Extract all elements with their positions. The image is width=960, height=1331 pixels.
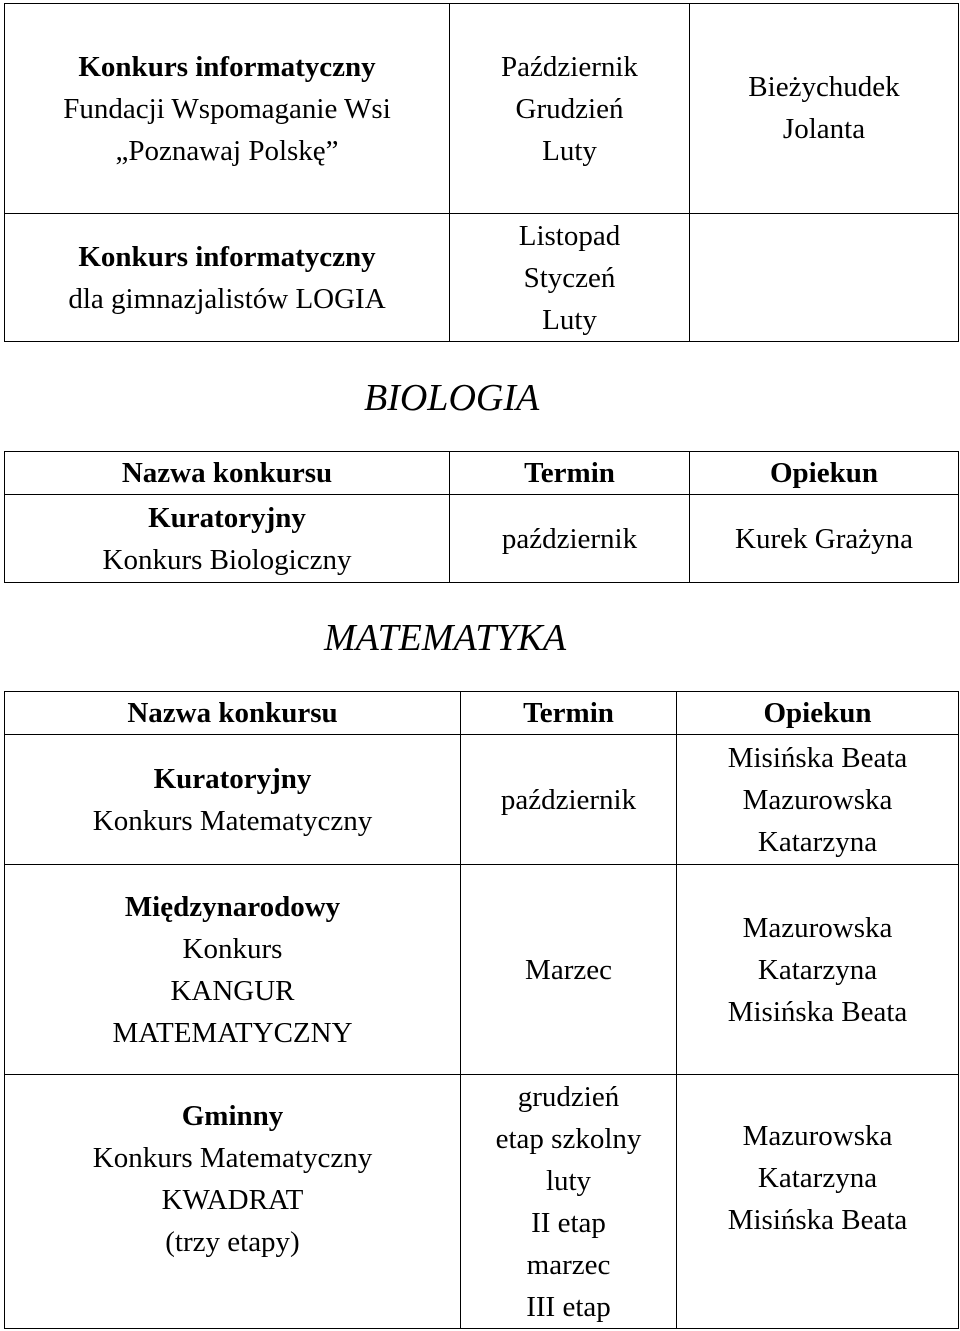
- supervisor-line: Katarzyna: [757, 953, 878, 986]
- term-cell: [450, 214, 690, 342]
- table-row: [5, 865, 959, 1075]
- informatics-table: [4, 3, 959, 342]
- contest-name-cell: [5, 214, 450, 342]
- supervisor-line: Bieżychudek: [748, 71, 900, 103]
- column-header-term: Termin: [450, 452, 690, 495]
- contest-name-cell: [5, 865, 461, 1075]
- contest-name-cell: [5, 735, 461, 865]
- column-header-name: Nazwa konkursu: [5, 692, 461, 735]
- section-title-matematyka: MATEMATYKA: [324, 617, 567, 659]
- table-row: [5, 735, 959, 865]
- table-header-row: [5, 452, 959, 495]
- table-row: [5, 214, 959, 342]
- supervisor-line: Jolanta: [782, 113, 866, 145]
- supervisor-line: Misińska Beata: [727, 995, 908, 1028]
- supervisor-line: Mazurowska: [742, 783, 893, 816]
- supervisor-line: Kurek Grażyna: [735, 522, 913, 555]
- contest-name-bold: Gminny: [181, 1100, 284, 1132]
- table-row: [5, 1075, 959, 1329]
- contest-name-line: KWADRAT: [161, 1184, 304, 1216]
- contest-name-line: Konkurs Biologiczny: [102, 543, 352, 576]
- term-line: październik: [501, 522, 638, 555]
- term-cell: [461, 865, 677, 1075]
- contest-name-line: Konkurs: [182, 932, 283, 965]
- supervisor-cell: [690, 214, 959, 342]
- term-line: Listopad: [518, 219, 621, 252]
- term-line: III etap: [526, 1290, 611, 1323]
- term-line: marzec: [526, 1248, 611, 1281]
- table-header-row: [5, 692, 959, 735]
- contest-name-cell: [5, 495, 450, 583]
- contest-name-line: (trzy etapy): [165, 1226, 300, 1258]
- term-cell: [461, 1075, 677, 1329]
- biologia-table: [4, 451, 959, 583]
- term-line: etap szkolny: [495, 1122, 642, 1155]
- term-cell: [461, 735, 677, 865]
- contest-name-line: MATEMATYCZNY: [112, 1016, 353, 1049]
- supervisor-cell: [677, 865, 959, 1075]
- term-line: Grudzień: [515, 92, 624, 125]
- contest-name-line: „Poznawaj Polskę”: [115, 134, 339, 167]
- supervisor-cell: [690, 495, 959, 583]
- term-cell: [450, 495, 690, 583]
- term-line: Marzec: [525, 953, 612, 986]
- contest-name-bold: Konkurs informatyczny: [78, 240, 376, 273]
- supervisor-cell: [677, 735, 959, 865]
- contest-name-bold: Konkurs informatyczny: [78, 50, 376, 83]
- column-header-supervisor: Opiekun: [690, 452, 959, 495]
- column-header-term: Termin: [461, 692, 677, 735]
- contest-name-cell: [5, 1075, 461, 1329]
- supervisor-line: Mazurowska: [742, 1120, 893, 1152]
- term-line: II etap: [531, 1206, 606, 1239]
- table-row: [5, 4, 959, 214]
- supervisor-cell: [690, 4, 959, 214]
- contest-name-line: Konkurs Matematyczny: [92, 804, 373, 837]
- contest-name-line: dla gimnazjalistów LOGIA: [68, 282, 386, 315]
- supervisor-cell: [677, 1075, 959, 1329]
- supervisor-line: Mazurowska: [742, 911, 893, 944]
- term-line: październik: [500, 783, 637, 816]
- term-line: Luty: [542, 303, 597, 336]
- contest-name-line: KANGUR: [170, 974, 295, 1007]
- supervisor-line: Misińska Beata: [727, 741, 908, 774]
- term-line: luty: [545, 1164, 592, 1197]
- matematyka-table: [4, 691, 959, 1329]
- table-row: [5, 495, 959, 583]
- term-cell: [450, 4, 690, 214]
- supervisor-line: Katarzyna: [757, 1162, 878, 1194]
- contest-name-line: Konkurs Matematyczny: [92, 1142, 373, 1174]
- section-title-biologia: BIOLOGIA: [364, 377, 540, 419]
- column-header-name: Nazwa konkursu: [5, 452, 450, 495]
- contest-name-bold: Kuratoryjny: [148, 501, 306, 534]
- term-line: Październik: [501, 50, 638, 83]
- term-line: Styczeń: [523, 261, 616, 294]
- contest-name-bold: Międzynarodowy: [124, 890, 341, 923]
- term-line: grudzień: [517, 1080, 620, 1113]
- term-line: Luty: [542, 134, 597, 167]
- contest-name-line: Fundacji Wspomaganie Wsi: [63, 92, 391, 125]
- column-header-supervisor: Opiekun: [677, 692, 959, 735]
- contest-name-cell: [5, 4, 450, 214]
- supervisor-line: Misińska Beata: [727, 1204, 908, 1236]
- supervisor-line: Katarzyna: [757, 825, 878, 858]
- contest-name-bold: Kuratoryjny: [153, 762, 312, 795]
